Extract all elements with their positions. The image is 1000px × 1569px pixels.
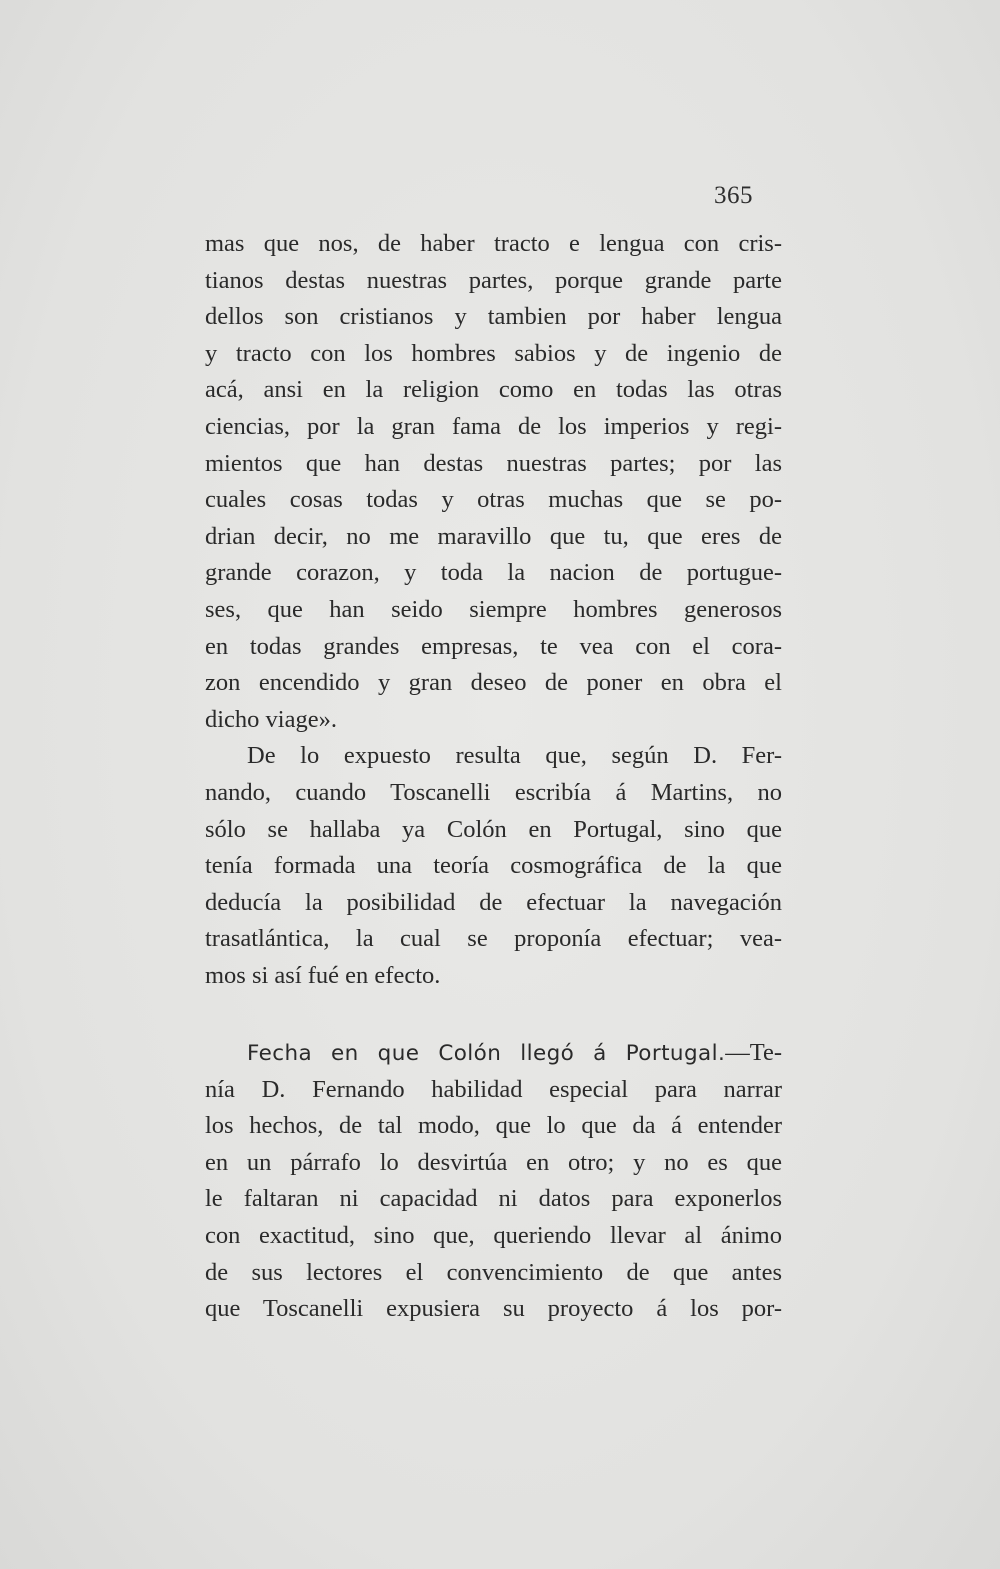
text-block-lower	[205, 1035, 782, 1328]
text-line: tenía formada una teoría cosmográfica de la que	[205, 852, 782, 880]
text-line: grande corazon, y toda la nacion de portugue-	[205, 559, 782, 587]
text-line: drian decir, no me maravillo que tu, que eres de	[205, 522, 782, 550]
text-line: De lo expuesto resulta que, según D. Fer-	[247, 742, 782, 770]
section-heading: Fecha en que Colón llegó á Portugal.	[247, 1041, 726, 1066]
text-line: mas que nos, de haber tracto e lengua con cris-	[205, 230, 782, 257]
text-line: que Toscanelli expusiera su proyecto á los por-	[205, 1295, 782, 1323]
text-line: nía D. Fernando habilidad especial para narrar	[205, 1075, 782, 1103]
section-heading-line	[205, 1035, 782, 1072]
text-line: cuales cosas todas y otras muchas que se po-	[205, 486, 782, 514]
text-line: sólo se hallaba ya Colón en Portugal, sino que	[205, 815, 782, 843]
text-line: con exactitud, sino que, queriendo llevar al ánimo	[205, 1221, 782, 1249]
text-line: de sus lectores el convencimiento de que antes	[205, 1258, 782, 1286]
text-line: deducía la posibilidad de efectuar la navegación	[205, 888, 782, 916]
text-run: —Te-	[725, 1039, 782, 1066]
text-line: nando, cuando Toscanelli escribía á Martins, no	[205, 778, 782, 806]
text-line: trasatlántica, la cual se proponía efectuar; vea-	[205, 925, 782, 953]
text-line: y tracto con los hombres sabios y de ingenio de	[205, 339, 782, 367]
page-number: 365	[714, 182, 753, 209]
text-line: zon encendido y gran deseo de poner en obra el	[205, 669, 782, 697]
text-line: en un párrafo lo desvirtúa en otro; y no es que	[205, 1148, 782, 1176]
text-line: dicho viage».	[205, 705, 337, 733]
text-block-upper	[205, 226, 782, 994]
text-line: le faltaran ni capacidad ni datos para exponerlos	[205, 1185, 782, 1213]
text-line: acá, ansi en la religion como en todas las otras	[205, 376, 782, 404]
text-line: dellos son cristianos y tambien por haber lengua	[205, 303, 782, 331]
text-line: ciencias, por la gran fama de los imperios y regi-	[205, 412, 782, 440]
text-line: ses, que han seido siempre hombres generosos	[205, 595, 782, 623]
text-line: mientos que han destas nuestras partes; por las	[205, 449, 782, 477]
text-line: mos si así fué en efecto.	[205, 961, 441, 989]
text-line: los hechos, de tal modo, que lo que da á entender	[205, 1112, 782, 1140]
text-line: en todas grandes empresas, te vea con el cora-	[205, 632, 782, 660]
text-line: tianos destas nuestras partes, porque grande parte	[205, 266, 782, 294]
